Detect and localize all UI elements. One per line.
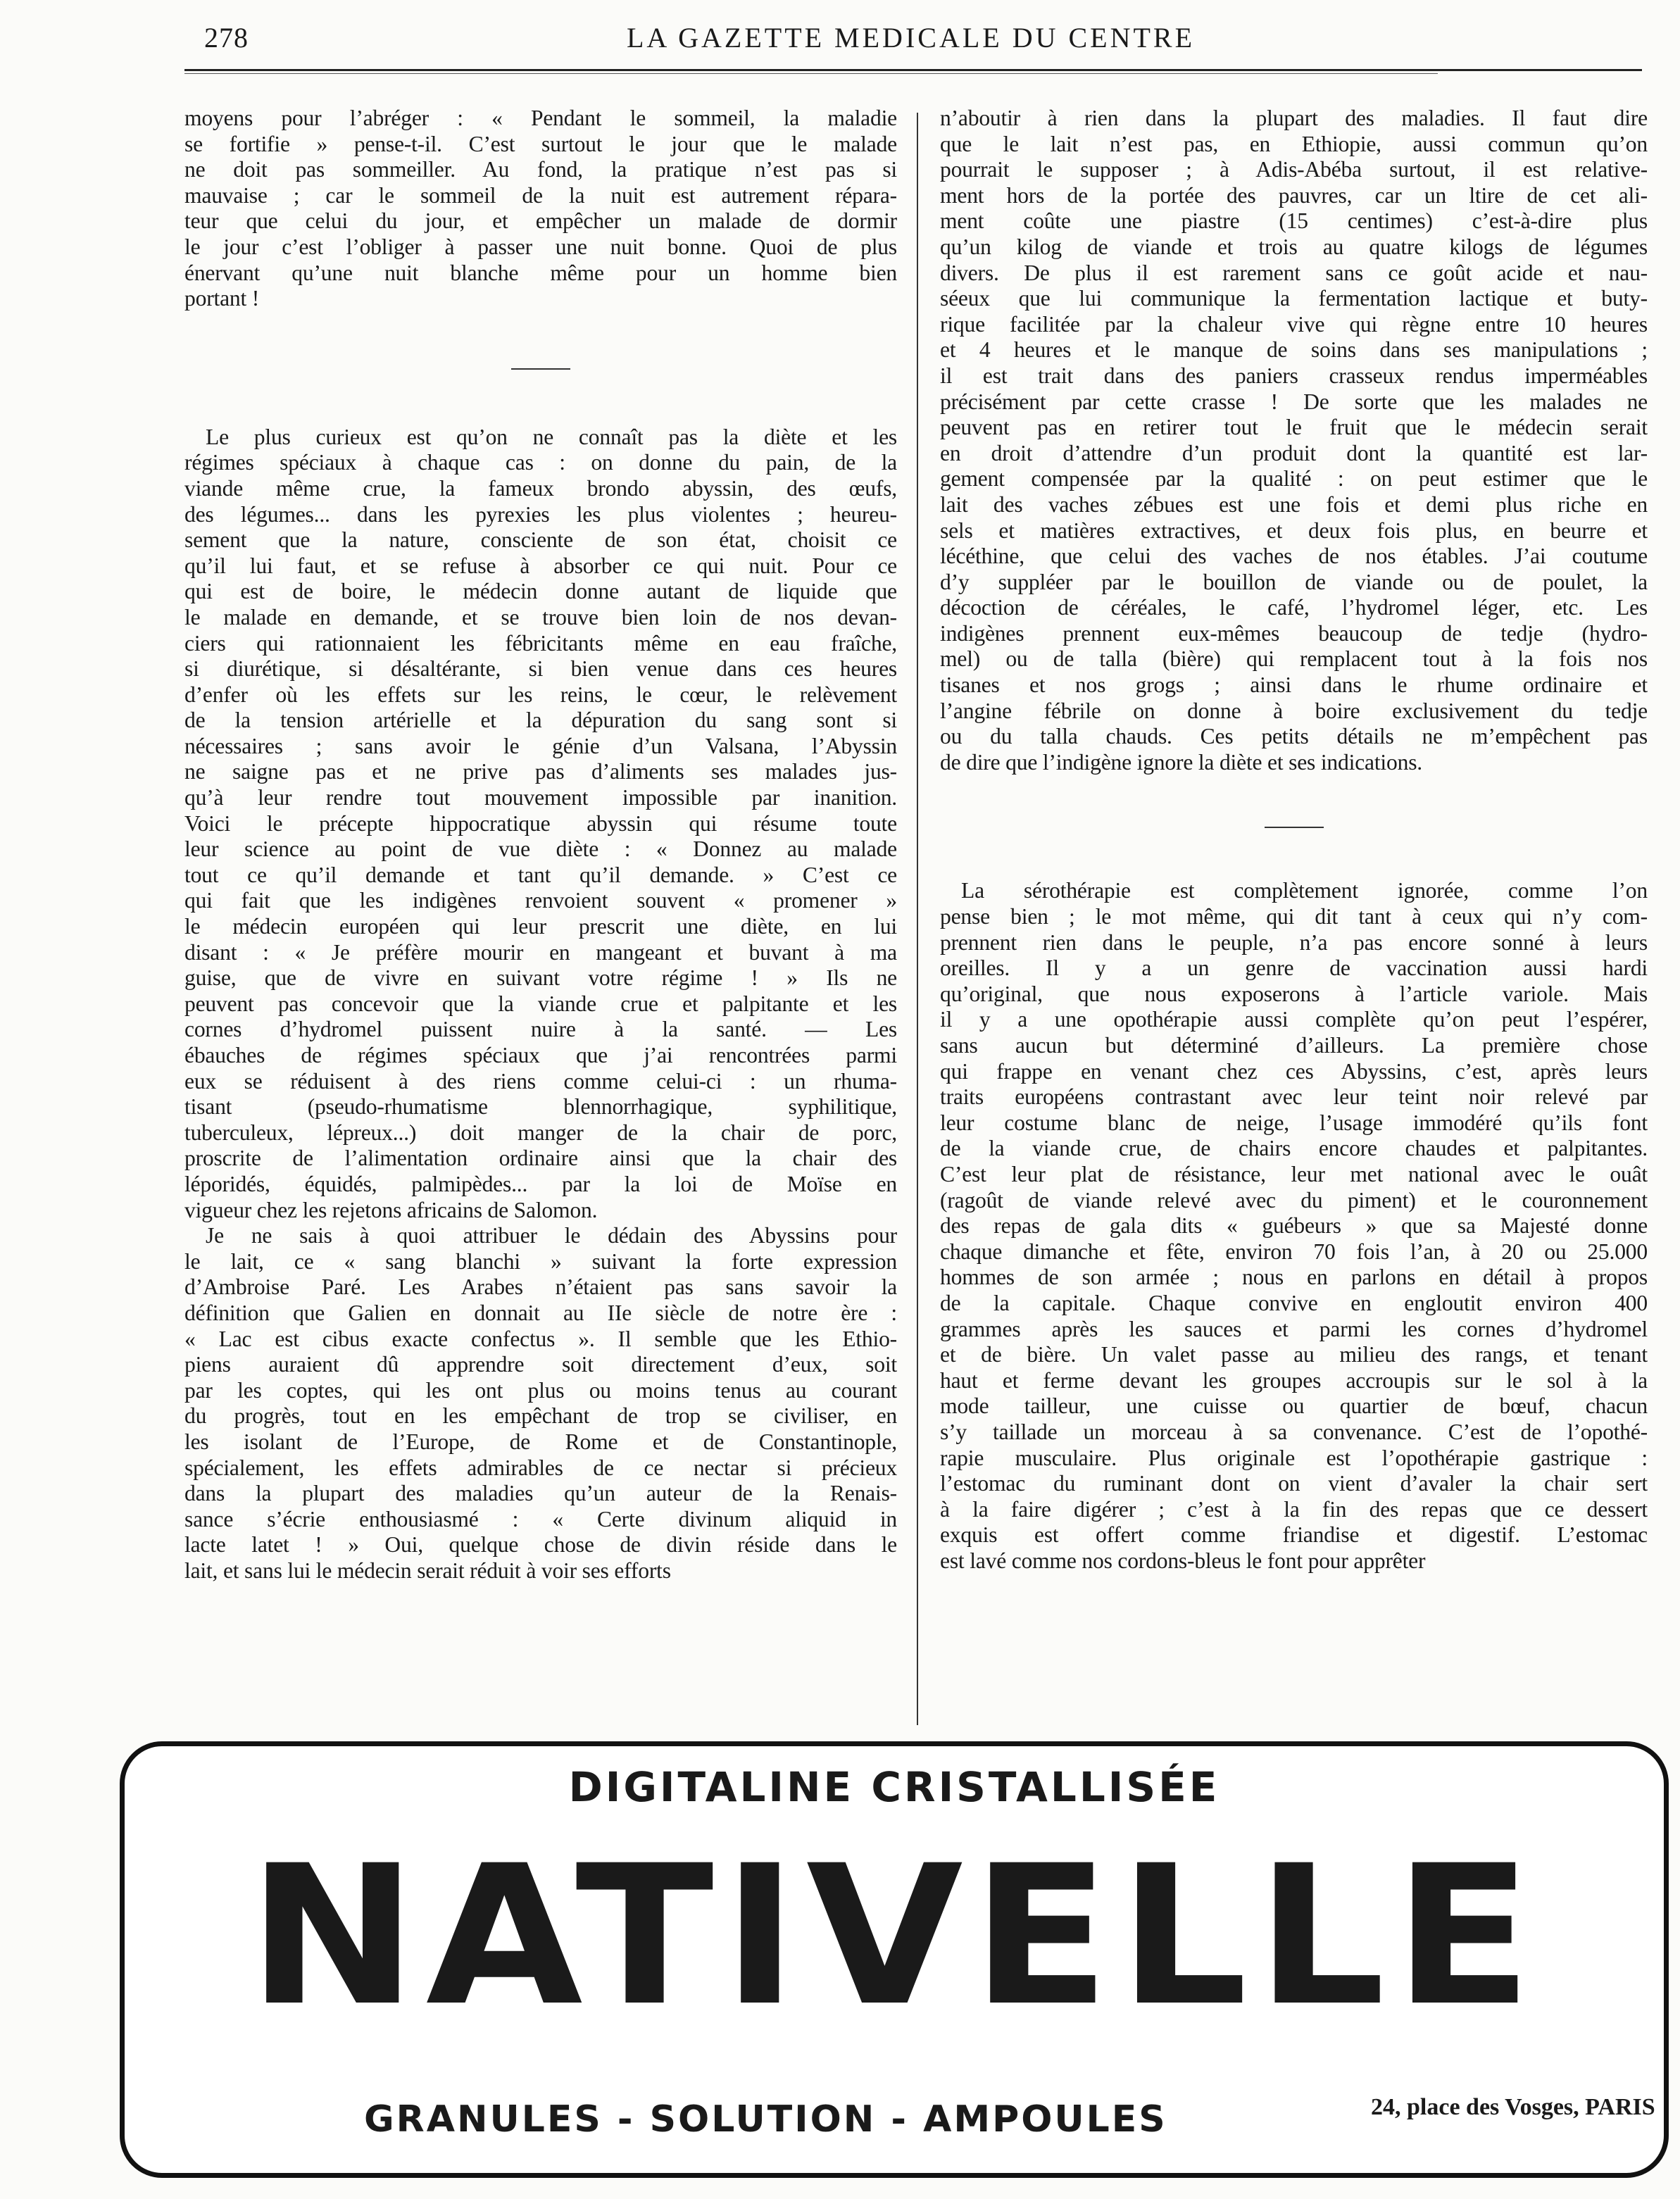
text-line: des repas de gala dits « guébeurs » que sa Majesté donne <box>940 1213 1648 1239</box>
text-line: le lait, ce « sang blanchi » suivant la forte expression <box>184 1248 897 1274</box>
text-line: oreilles. Il y a un genre de vaccination aussi hardi <box>940 956 1648 981</box>
text-line: mauvaise ; car le sommeil de la nuit est autrement répara- <box>184 182 897 208</box>
text-line: spécialement, les effets admirables de ce nectar si précieux <box>184 1455 897 1480</box>
ad-address: 24, place des Vosges, PARIS <box>1371 2094 1655 2120</box>
text-line: tuberculeux, lépreux...) doit manger de la chair de porc, <box>184 1120 897 1145</box>
section-separator <box>940 775 1648 878</box>
text-line: moyens pour l’abréger : « Pendant le sommeil, la maladie <box>184 106 897 130</box>
column-divider <box>917 113 918 1725</box>
text-line: sance s’écrie enthousiasmé : « Certe divinum aliquid in <box>184 1506 897 1531</box>
text-line: séeux que lui communique la fermentation lactique et buty- <box>940 286 1648 311</box>
running-header <box>204 21 1648 63</box>
text-line: si diurétique, si désaltérante, si bien venue dans ces heures <box>184 656 897 682</box>
text-line: qu’original, que nous exposerons à l’article variole. Mais <box>940 981 1648 1006</box>
text-line: lécéthine, que celui des vaches de nos étables. J’ai coutume <box>940 544 1648 569</box>
text-line: qu’à leur rendre tout mouvement impossible par inanition. <box>184 785 897 810</box>
text-line: régimes spéciaux à chaque cas : on donne du pain, de la <box>184 450 897 475</box>
text-line: définition que Galien en donnait au IIe siècle de notre ère : <box>184 1300 897 1325</box>
text-line: « Lac est cibus exacte confectus ». Il semble que les Ethio- <box>184 1326 897 1351</box>
text-line: se fortifie » pense-t-il. C’est surtout le jour que le malade <box>184 131 897 156</box>
text-line: qu’il lui faut, et se refuse à absorber ce qui nuit. Pour ce <box>184 553 897 578</box>
ad-product-line: DIGITALINE CRISTALLISÉE <box>568 1763 1220 1811</box>
text-line: peuvent pas en retirer tout le fruit que le médecin serait <box>940 415 1648 440</box>
text-line: tisant (pseudo-rhumatisme blennorrhagique, syphilitique, <box>184 1094 897 1120</box>
text-line: grammes après les sauces et parmi les cornes d’hydromel <box>940 1316 1648 1341</box>
text-line: Voici le précepte hippocratique abyssin qui résume toute <box>184 810 897 836</box>
text-line: qu’un kilog de viande et trois au quatre kilogs de légumes <box>940 234 1648 259</box>
text-line: indigènes prennent eux-mêmes beaucoup de tedje (hydro- <box>940 620 1648 646</box>
text-line: proscrite de l’alimentation ordinaire ainsi que la chair des <box>184 1146 897 1171</box>
text-line: ébauches de régimes spéciaux que j’ai rencontrées parmi <box>184 1043 897 1067</box>
text-line: léporidés, équidés, palmipèdes... par la loi de Moïse en <box>184 1171 897 1196</box>
text-line: s’y taillade un morceau à sa convenance. C’est de l’opothé- <box>940 1419 1648 1444</box>
text-line: ne saigne pas et ne prive pas d’aliments ses malades jus- <box>184 759 897 784</box>
text-line: qui est de boire, le médecin donne autant de liquide que <box>184 579 897 604</box>
text-line: Le plus curieux est qu’on ne connaît pas la diète et les <box>206 424 897 449</box>
text-line: vigueur chez les rejetons africains de Salomon. <box>184 1197 598 1222</box>
ad-brand-name: NATIVELLE <box>247 1824 1541 2048</box>
text-line: chaque dimanche et fête, environ 70 fois l’an, à 20 ou 25.000 <box>940 1239 1648 1264</box>
text-line: est lavé comme nos cordons-bleus le font pour apprêter <box>940 1548 1426 1573</box>
text-line: C’est leur plat de résistance, leur met national avec le ouât <box>940 1161 1648 1186</box>
text-line: mode tailleur, une cuisse ou quartier de bœuf, chacun <box>940 1393 1648 1419</box>
text-line: prennent rien dans le peuple, n’a pas encore sonné à leurs <box>940 929 1648 955</box>
text-line: exquis est offert comme friandise et digestif. L’estomac <box>940 1522 1648 1548</box>
text-line: ciers qui rationnaient les fébricitants même en eau fraîche, <box>184 630 897 656</box>
text-line: à la faire digérer ; c’est à la fin des repas que ce dessert <box>940 1496 1648 1522</box>
text-line: disant : « Je préfère mourir en mangeant et buvant à ma <box>184 939 897 965</box>
text-line: que le lait n’est pas, en Ethiopie, aussi commun qu’on <box>940 131 1648 156</box>
text-line: pense bien ; le mot même, qui dit tant à ceux qui n’y com- <box>940 904 1648 929</box>
text-line: de la viande crue, de chairs encore chaudes et palpitantes. <box>940 1136 1648 1161</box>
text-line: mel) ou de talla (bière) qui remplacent tout à la fois nos <box>940 646 1648 672</box>
text-line: tisanes et nos grogs ; ainsi dans le rhume ordinaire et <box>940 672 1648 698</box>
text-line: le jour c’est l’obliger à passer une nuit bonne. Quoi de plus <box>184 234 897 259</box>
text-line: sement que la nature, consciente de son état, choisit ce <box>184 527 897 553</box>
text-line: décoction de céréales, le café, l’hydromel léger, etc. Les <box>940 595 1648 620</box>
page-number: 278 <box>204 22 249 54</box>
header-rule <box>184 69 1642 71</box>
text-line: rapie musculaire. Plus originale est l’opothérapie gastrique : <box>940 1445 1648 1470</box>
text-line: leur costume blanc de neige, l’usage immodéré qu’ils font <box>940 1110 1648 1135</box>
text-line: d’Ambroise Paré. Les Arabes n’étaient pas sans savoir la <box>184 1274 897 1300</box>
left-column <box>184 106 897 1584</box>
text-line: nécessaires ; sans avoir le génie d’un Valsana, l’Abyssin <box>184 733 897 758</box>
text-line: d’enfer où les effets sur les reins, le cœur, le relèvement <box>184 682 897 707</box>
text-line: le malade en demande, et se trouve bien loin de nos devan- <box>184 604 897 629</box>
text-line: des légumes... dans les pyrexies les plus violentes ; heureu- <box>184 501 897 527</box>
text-line: hommes de son armée ; nous en parlons en détail à propos <box>940 1265 1648 1290</box>
text-line: eux se réduisent à des riens comme celui-ci : un rhuma- <box>184 1068 897 1094</box>
text-line: cornes d’hydromel puissent nuire à la santé. — Les <box>184 1017 897 1042</box>
text-line: du progrès, tout en les empêchant de trop se civiliser, en <box>184 1403 897 1429</box>
text-line: teur que celui du jour, et empêcher un malade de dormir <box>184 208 897 234</box>
text-line: rique facilitée par la chaleur vive qui règne entre 10 heures <box>940 311 1648 337</box>
text-line: La sérothérapie est complètement ignorée, comme l’on <box>961 878 1648 903</box>
text-line: d’y suppléer par le bouillon de viande ou de poulet, la <box>940 569 1648 594</box>
text-line: qui frappe en venant chez ces Abyssins, c’est, après leurs <box>940 1058 1648 1084</box>
right-column <box>940 106 1648 1574</box>
text-line: il y a une opothérapie aussi complète qu’on peut l’espérer, <box>940 1007 1648 1032</box>
text-line: sans aucun but déterminé d’ailleurs. La première chose <box>940 1033 1648 1058</box>
text-line: et 4 heures et le manque de soins dans ses manipulations ; <box>940 337 1648 363</box>
text-line: peuvent pas concevoir que la viande crue et palpitante et les <box>184 991 897 1016</box>
text-line: sels et matières extractives, et deux fois plus, en beurre et <box>940 518 1648 543</box>
text-line: tout ce qu’il demande et tant qu’il demande. » C’est ce <box>184 862 897 887</box>
text-line: pourrait le supposer ; à Adis-Abéba surtout, il est relative- <box>940 157 1648 182</box>
text-line: ment hors de la portée des pauvres, car un ltire de cet ali- <box>940 182 1648 208</box>
text-line: gement compensée par la qualité : on peut estimer que le <box>940 466 1648 491</box>
text-line: de dire que l’indigène ignore la diète et ses indications. <box>940 749 1422 775</box>
text-line: qui fait que les indigènes renvoient souvent « promener » <box>184 888 897 913</box>
text-line: viande même crue, la fameux brondo abyssin, des œufs, <box>184 475 897 501</box>
text-line: ment coûte une piastre (15 centimes) c’est-à-dire plus <box>940 208 1648 234</box>
advertisement <box>120 1741 1669 2178</box>
text-line: leur science au point de vue diète : « Donnez au malade <box>184 837 897 862</box>
text-line: piens auraient dû apprendre soit directement d’eux, soit <box>184 1352 897 1377</box>
header-rule-thin <box>184 73 1438 74</box>
text-line: lacte latet ! » Oui, quelque chose de divin réside dans le <box>184 1532 897 1558</box>
text-line: Je ne sais à quoi attribuer le dédain des Abyssins pour <box>206 1223 897 1248</box>
text-line: n’aboutir à rien dans la plupart des maladies. Il faut dire <box>940 106 1648 130</box>
text-line: précisément par cette crasse ! De sorte que les malades ne <box>940 389 1648 414</box>
text-line: (ragoût de viande relevé avec du piment) et le couronnement <box>940 1187 1648 1213</box>
text-line: de la capitale. Chaque convive en engloutit environ 400 <box>940 1290 1648 1315</box>
text-line: l’estomac du ruminant dont on vient d’avaler la chair sert <box>940 1471 1648 1496</box>
text-line: divers. De plus il est rarement sans ce goût acide et nau- <box>940 260 1648 285</box>
text-line: les isolant de l’Europe, de Rome et de Constantinople, <box>184 1429 897 1454</box>
text-line: lait, et sans lui le médecin serait réduit à voir ses efforts <box>184 1558 671 1583</box>
text-line: haut et ferme devant les groupes accroupis sur le sol à la <box>940 1367 1648 1393</box>
text-line: lait des vaches zébues est une fois et demi plus riche en <box>940 491 1648 517</box>
section-separator <box>184 312 897 425</box>
text-line: traits européens contrastant avec leur teint noir relevé par <box>940 1084 1648 1110</box>
text-line: ou du talla chauds. Ces petits détails ne m’empêchent pas <box>940 724 1648 749</box>
text-line: énervant qu’une nuit blanche même pour un homme bien <box>184 260 897 285</box>
text-line: portant ! <box>184 286 260 311</box>
text-line: et de bière. Un valet passe au milieu des rangs, et tenant <box>940 1342 1648 1367</box>
text-line: en droit d’attendre d’un produit dont la quantité est lar- <box>940 440 1648 465</box>
ad-product-forms: GRANULES - SOLUTION - AMPOULES <box>364 2098 1167 2141</box>
journal-title: LA GAZETTE MEDICALE DU CENTRE <box>627 22 1196 54</box>
text-line: l’angine fébrile on donne à boire exclusivement du tedje <box>940 698 1648 723</box>
text-line: par les coptes, qui les ont plus ou moins tenus au courant <box>184 1377 897 1403</box>
text-line: guise, que de vivre en suivant votre régime ! » Ils ne <box>184 965 897 991</box>
text-line: le médecin européen qui leur prescrit une diète, en lui <box>184 914 897 939</box>
text-line: dans la plupart des maladies qu’un auteur de la Renais- <box>184 1481 897 1506</box>
text-line: de la tension artérielle et la dépuration du sang sont si <box>184 708 897 733</box>
text-line: il est trait dans des paniers crasseux rendus imperméables <box>940 363 1648 388</box>
text-line: ne doit pas sommeiller. Au fond, la pratique n’est pas si <box>184 157 897 182</box>
